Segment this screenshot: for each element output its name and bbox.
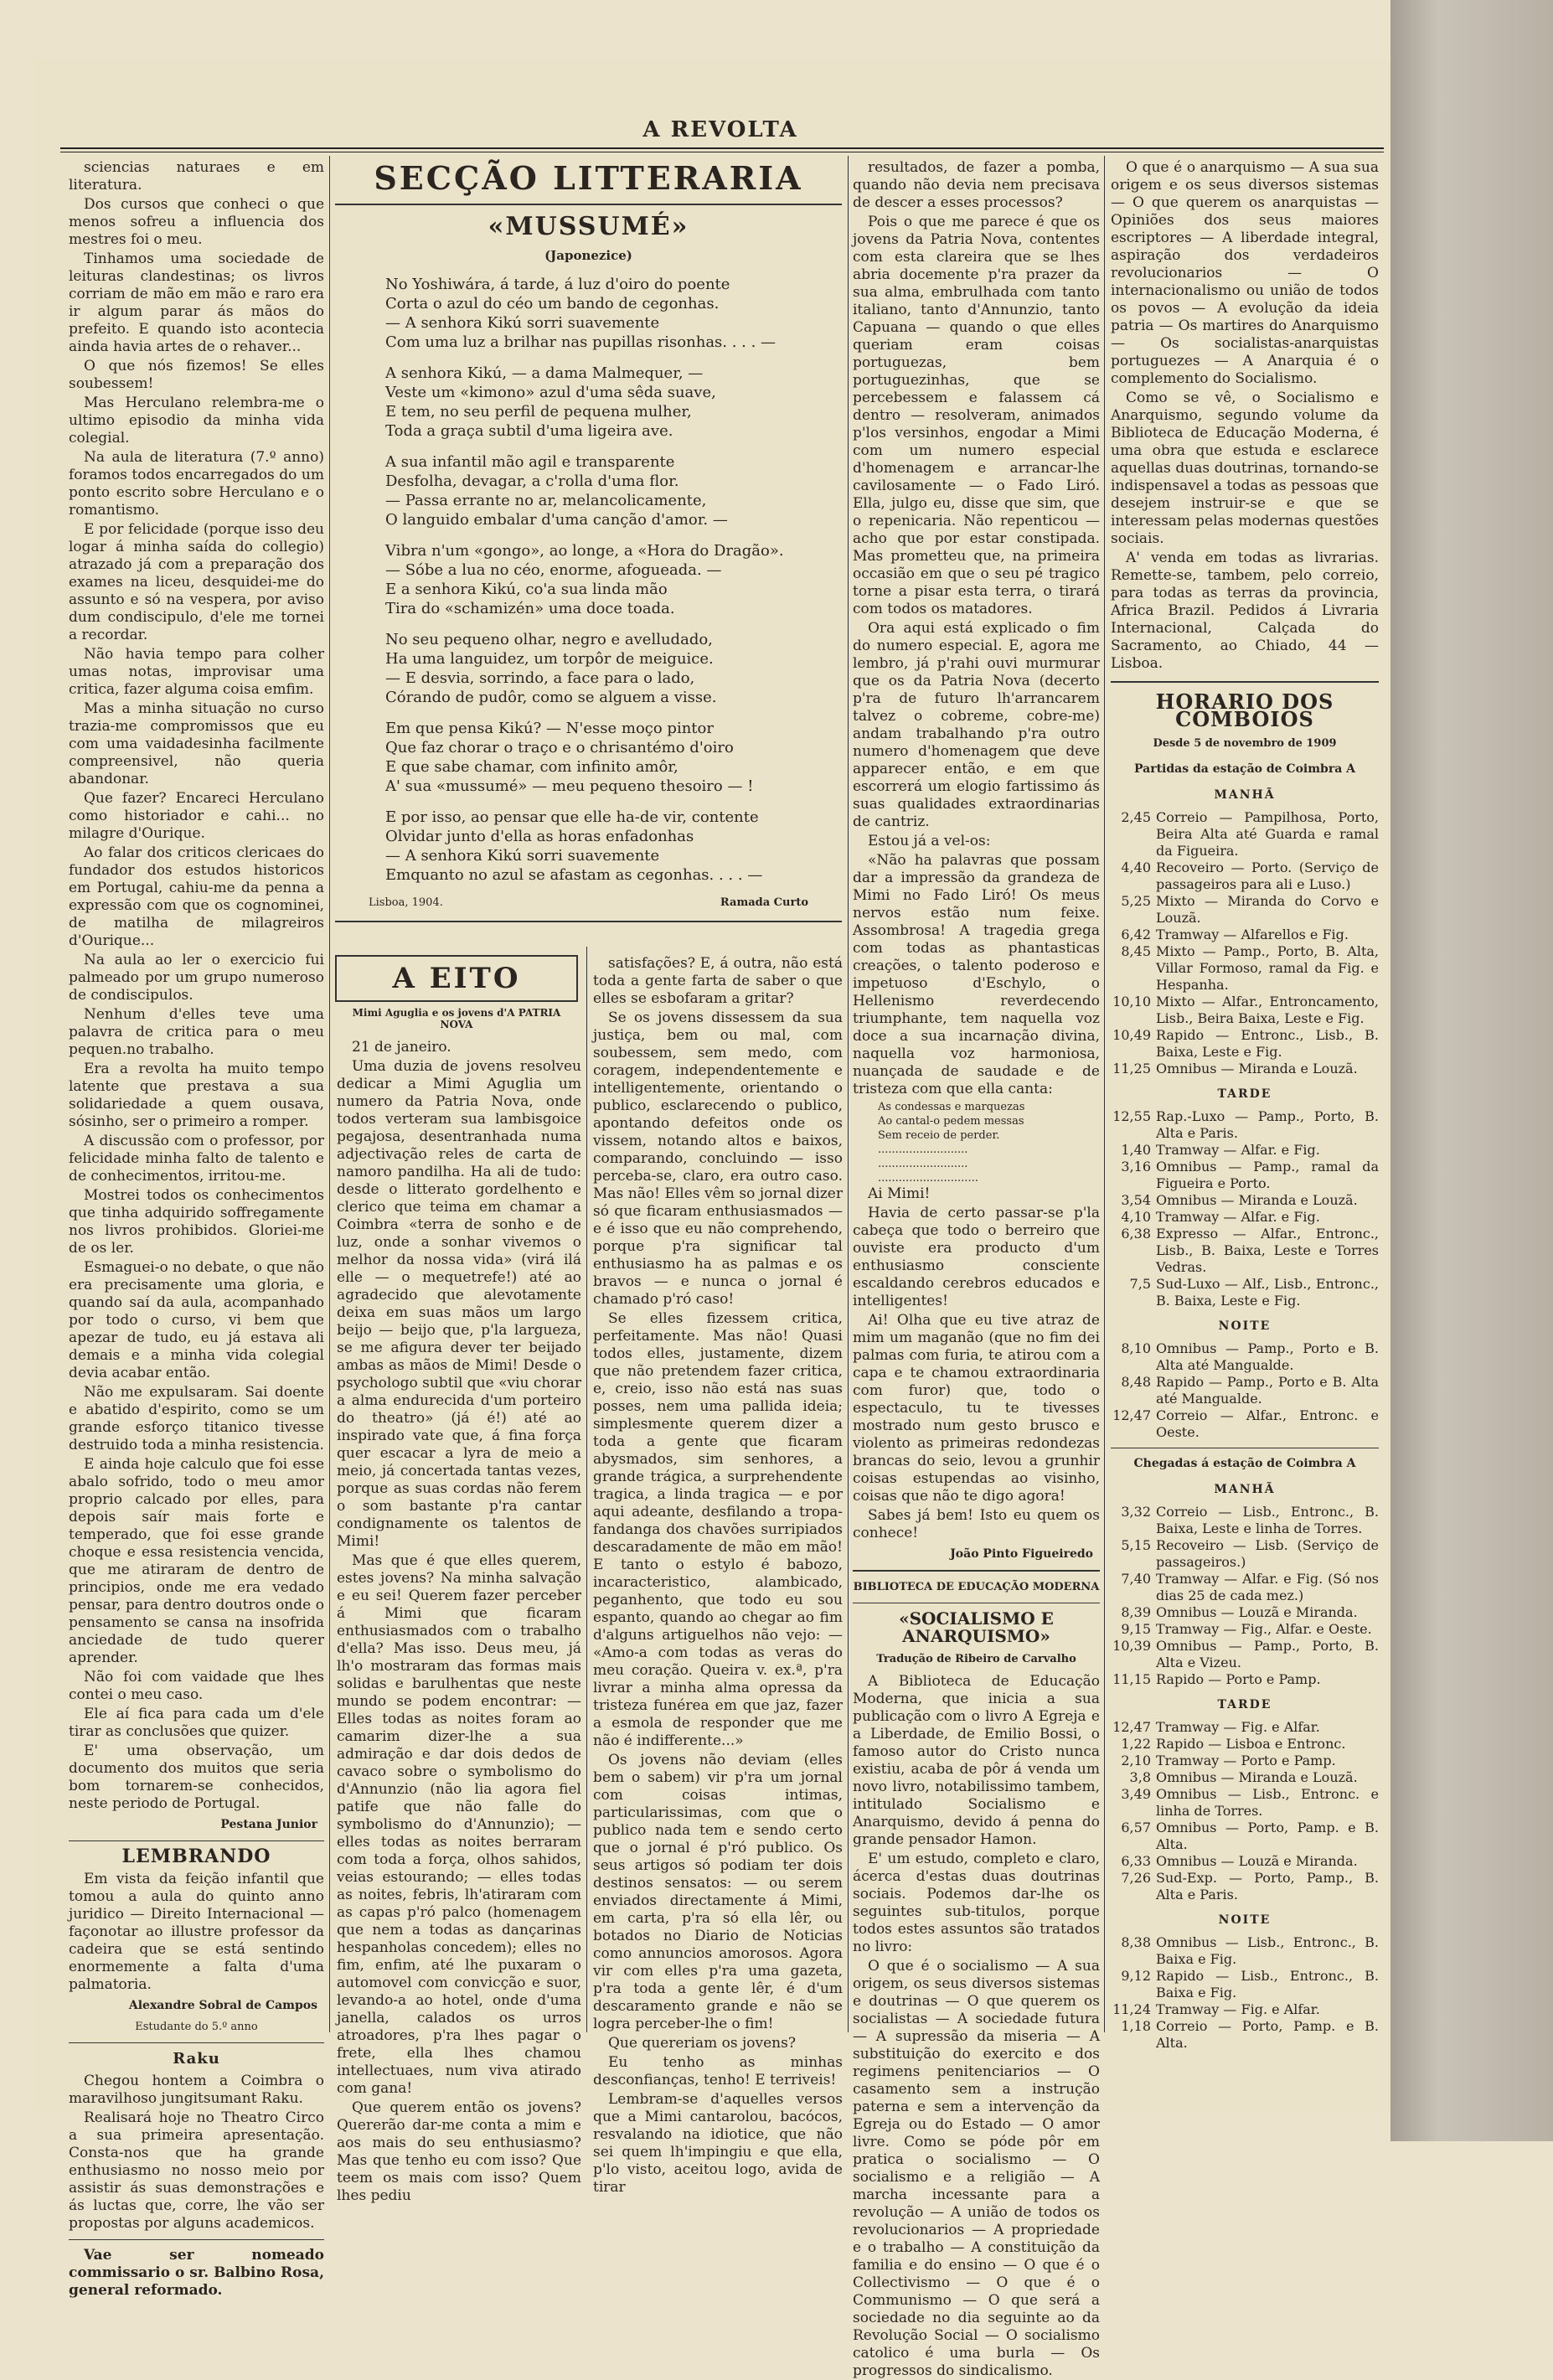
- signature: João Pinto Figueiredo: [950, 1547, 1093, 1561]
- timetable-row: [1111, 1719, 1379, 1736]
- verse-line: Sem receio de perder.: [878, 1129, 1000, 1142]
- poem-line: — A senhora Kikú sorri suavemente: [385, 847, 660, 865]
- column-rule: [586, 947, 587, 2032]
- poem-stanza: [385, 630, 842, 707]
- train-time: 1,18: [1121, 2018, 1151, 2034]
- paragraph: resultados, de fazer a pomba, quando não devia nem precisava de descer a esses processos?: [853, 159, 1100, 211]
- period-morning: MANHÃ: [1214, 788, 1276, 802]
- timetable-row: [1111, 1870, 1379, 1903]
- paragraph: satisfações? E, á outra, não está toda a gente farta de saber o que elles se esbofaram a gritar?: [593, 955, 843, 1007]
- poem-line: O languido embalar d'uma canção d'amor. —: [385, 511, 728, 529]
- timetable-row: [1111, 1340, 1379, 1374]
- train-time: 9,15: [1121, 1621, 1151, 1637]
- paragraph: Era a revolta ha muito tempo latente que prestava a sua solidariedade a quem ousava, sósinho, ser o primeiro a romper.: [69, 1061, 324, 1130]
- departures-afternoon: [1111, 1108, 1379, 1309]
- paragraph: Não foi com vaidade que lhes contei o meu caso.: [69, 1669, 324, 1703]
- timetable-row: [1111, 1820, 1379, 1853]
- train-route: Tramway — Fig., Alfar. e Oeste.: [1156, 1621, 1372, 1637]
- verse-line: As condessas e marquezas: [878, 1101, 1025, 1113]
- poem-line: No Yoshiwára, á tarde, á luz d'oiro do poente: [385, 276, 730, 293]
- timetable-row: [1111, 1934, 1379, 1968]
- book-title: «SOCIALISMO E ANARQUISMO»: [899, 1608, 1054, 1646]
- poem-line: Córando de pudôr, como se alguem a visse.: [385, 689, 717, 706]
- poem-line: Que faz chorar o traço e o chrisantémo d'oiro: [385, 739, 734, 756]
- timetable-row: [1111, 1968, 1379, 2001]
- train-route: Rapido — Lisb., Entronc., B. Baixa e Fig.: [1156, 1968, 1379, 2001]
- period-morning: MANHÃ: [1214, 1483, 1276, 1496]
- train-time: 8,48: [1121, 1374, 1151, 1390]
- paragraph: Como se vê, o Socialismo e Anarquismo, segundo volume da Biblioteca de Educação Moderna, é uma obra que estuda e esclarece aquellas duas doutrinas, tornando-se indispensavel a todas as pessoas que desejem instruir-se e que se interessam pelas modernas questões sociais.: [1111, 390, 1379, 547]
- train-route: Tramway — Alfarellos e Fig.: [1156, 927, 1349, 942]
- paragraph: E ainda hoje calculo que foi esse abalo sofrido, todo o meu amor proprio calcado por elles, para depois saír mais forte e temperado, que foi esse grande choque e essa resistencia vencida, que me atiraram de dentro de principios, onde me era vedado pensar, para dentro doutros onde o pensamento se cansa na insofrida anciedade de tudo querer aprender.: [69, 1456, 324, 1666]
- train-route: Omnibus — Louzã e Miranda.: [1156, 1853, 1358, 1869]
- news-item: Vae ser nomeado commissario o sr. Balbino Rosa, general reformado.: [69, 2247, 324, 2299]
- paragraph: Não me expulsaram. Sai doente e abatido d'espirito, como se um grande esforço titanico tivesse destruido toda a minha resistencia.: [69, 1384, 324, 1453]
- poem-line: Com uma luz a brilhar nas pupillas risonhas. . . . —: [385, 333, 776, 351]
- poem-line: Veste um «kimono» azul d'uma sêda suave,: [385, 384, 716, 401]
- paragraph: 21 de janeiro.: [352, 1039, 451, 1056]
- departures-night: [1111, 1340, 1379, 1441]
- paragraph: O que nós fizemos! Se elles soubessem!: [69, 358, 324, 392]
- paragraph: Mas Herculano relembra-me o ultimo episodio da minha vida colegial.: [69, 395, 324, 447]
- paragraph: O que é o socialismo — A sua origem, os seus diversos sistemas e doutrinas — O que querem os socialistas — A sociedade futura — A supressão da miseria — A substituição do exercito e dos regimens penitenciarios — O casamento sem a instrução paterna e sem a intervenção da Egreja ou do Estado — O amor livre. Como se póde pôr em pratica o socialismo — O socialismo e a religião — A marcha incessante para a revolução — A união de todos os revolucionarios — A propriedade e o trabalho — A constituição da familia e do ensino — O que é o Collectivismo — O que é o Communismo — O que será a sociedade no dia seguinte ao da Revolução Social — O socialismo catolico é uma burla — Os progressos do sindicalismo.: [853, 1958, 1100, 2379]
- column-4-text: [1111, 159, 1379, 673]
- poem-line: Vibra n'um «gongo», ao longe, a «Hora do Dragão».: [385, 542, 784, 560]
- arrivals-night: [1111, 1934, 1379, 2052]
- paragraph: Eu tenho as minhas desconfianças, tenho! E terriveis!: [593, 2054, 843, 2088]
- paragraph: sciencias naturaes e em literatura.: [69, 159, 324, 194]
- paragraph: Que fazer? Encareci Herculano como historiador e cahi... no milagre d'Ourique.: [69, 790, 324, 842]
- article-text: [69, 2073, 324, 2233]
- train-route: Rapido — Pamp., Porto e B. Alta até Mangualde.: [1156, 1374, 1379, 1407]
- timetable-row: [1111, 1736, 1379, 1753]
- poem-line: — Passa errante no ar, melancolicamente,: [385, 492, 707, 509]
- train-route: Omnibus — Pamp., ramal da Figueira e Porto.: [1156, 1159, 1379, 1191]
- train-route: Mixto — Miranda do Corvo e Louzã.: [1156, 893, 1379, 926]
- paragraph: Tinhamos uma sociedade de leituras clandestinas; os livros corriam de mão em mão e raro era ir algum parar ás mãos do prefeito. E quando isto acontecia ainda havia artes de o rehaver...: [69, 250, 324, 355]
- paragraph: Nenhum d'elles teve uma palavra de critica para o meu pequen.no trabalho.: [69, 1006, 324, 1058]
- paragraph: O que é o anarquismo — A sua sua origem e os seus diversos sistemas — O que querem os anarquistas — Opiniões dos seus maiores escriptores — A liberdade integral, aspiração dos verdadeiros revolucionarios — O internacionalismo ou união de todos os povos — A evolução da ideia patria — Os martires do Anarquismo — Os socialistas-anarquistas portuguezes — A Anarquia é o complemento do Socialismo.: [1111, 159, 1379, 387]
- poem-line: A' sua «mussumé» — meu pequeno thesoiro — !: [385, 777, 754, 795]
- train-route: Omnibus — Pamp., Porto e B. Alta até Mangualde.: [1156, 1340, 1379, 1373]
- train-time: 6,33: [1121, 1853, 1151, 1869]
- period-afternoon: TARDE: [1217, 1698, 1272, 1711]
- verse-line: .............................: [878, 1172, 978, 1185]
- paragraph: Que quereriam os jovens?: [608, 2035, 796, 2052]
- train-time: 7,5: [1129, 1276, 1151, 1292]
- poem-stanza: [385, 275, 842, 352]
- departures-title: Partidas da estação de Coimbra A: [1133, 762, 1356, 776]
- train-time: 6,38: [1121, 1226, 1151, 1242]
- poem-line: Ha uma languidez, um torpôr de meiguice.: [385, 650, 714, 668]
- paragraph: Se elles fizessem critica, perfeitamente. Mas não! Quasi todos elles, justamente, dizem que não pretendem fazer critica, e, creio, isso não está nas suas posses, nem uma pallida ideia; simplesmente querem dizer a toda a gente que ficaram abysmados, sim senhores, a grande trágica, a surprehendente tragica, a linda tragica — e por aqui adeante, desfilando a tropa-fandanga dos chavões surripiados descaradamente de mão em mão! E tanto o estylo é babozo, incaracteristico, alambicado, peganhento, que todo eu sou espanto, quando ao chegar ao fim d'alguns artiguelhos não vejo: — «Amo-a com todas as veras do meu coração. Queira v. ex.ª, p'ra livrar a minha alma opressa da tristeza funérea em que jaz, fazer a esmola de responder que me não é indifferente...»: [593, 1310, 843, 1749]
- train-time: 1,22: [1121, 1736, 1151, 1752]
- train-time: 7,40: [1121, 1571, 1151, 1587]
- train-route: Mixto — Pamp., Porto, B. Alta, Villar Formoso, ramal da Fig. e Hespanha.: [1156, 943, 1379, 993]
- arrivals-afternoon: [1111, 1719, 1379, 1903]
- train-time: 8,39: [1121, 1604, 1151, 1620]
- poem-line: No seu pequeno olhar, negro e avelludado,: [385, 631, 713, 648]
- poem-stanza: [385, 541, 842, 618]
- train-time: 11,25: [1112, 1061, 1151, 1076]
- a-eito-right-text: [593, 955, 843, 2196]
- paragraph: Ai! Olha que eu tive atraz de mim um maganão (que no fim dei palmas com furia, te atirou com a capa e te chamou extraordinaria com furor) que, todo o espectaculo, tu te tivesses mostrado num gesto brusco e violento as primeiras redondezas brancas do seio, levou a grunhir coisas estupendas ao visinho, coisas que não te digo agora!: [853, 1312, 1100, 1505]
- article-title: LEMBRANDO: [121, 1846, 271, 1867]
- timetable-row: [1111, 1374, 1379, 1407]
- paragraph: Ele aí fica para cada um d'ele tirar as conclusões que quizer.: [69, 1706, 324, 1740]
- train-route: Tramway — Alfar. e Fig.: [1156, 1142, 1320, 1158]
- article-subtitle: Mimi Aguglia e os jovens d'A PATRIA NOVA: [352, 1007, 561, 1030]
- paragraph: Dos cursos que conheci o que menos sofreu a influencia dos mestres foi o meu.: [69, 196, 324, 248]
- column-rule: [329, 156, 330, 2032]
- train-route: Omnibus — Porto, Pamp. e B. Alta.: [1156, 1820, 1379, 1852]
- signature: Pestana Junior: [220, 1818, 317, 1831]
- train-time: 6,42: [1121, 927, 1151, 942]
- train-route: Omnibus — Miranda e Louzã.: [1156, 1769, 1358, 1785]
- paragraph: Que querem então os jovens? Quererão dar-me conta a mim e aos mais do seu enthusiasmo? Mas que tenho eu com isso? Que teem os mais com isso? Quem lhes pediu: [337, 2099, 581, 2204]
- article-title: Raku: [173, 2050, 220, 2068]
- timetable-row: [1111, 1209, 1379, 1226]
- poem-line: A sua infantil mão agil e transparente: [385, 453, 675, 471]
- train-route: Correio — Porto, Pamp. e B. Alta.: [1156, 2018, 1379, 2051]
- paragraph: Uma duzia de jovens resolveu dedicar a Mimi Aguglia um numero da Patria Nova, onde todos verteram sua lambisgoice pegajosa, desentranhada numa adjectivação reles de carta de namoro pandilha. Ha ali de tudo: desde o litterato gordelhento e clerico que teima em chamar a Coimbra «terra de sonho e de luz, onde a sonhar vivemos o melhor da nossa vida» (virá ilá elle — o mequetrefe!) até ao agradecido que alevotamente deixa em suas mãos um largo beijo — beijo que, p'la largueza, se me afigura dever ter beijado ambas as mãos de Mimi! Desde o psychologo subtil que «viu chorar a alma endurecida d'um porteiro do theatro» (já é!) até ao inspirado vate que, á fina força quer escacar a lyra de meio a meio, já concertada tantas vezes, porque as suas cordas não ferem o som bastante p'ra cantar condignamente os talentos de Mimi!: [337, 1058, 581, 1550]
- train-time: 4,10: [1121, 1209, 1151, 1225]
- train-route: Expresso — Alfar., Entronc., Lisb., B. Baixa, Leste e Torres Vedras.: [1156, 1226, 1379, 1275]
- timetable-row: [1111, 1407, 1379, 1441]
- timetable-row: [1111, 1604, 1379, 1621]
- top-rule: [60, 147, 1384, 149]
- paragraph: A' venda em todas as livrarias. Remette-se, tambem, pelo correio, para todas as terras da provincia, Africa Brazil. Pedidos á Livraria Internacional, Calçada do Sacramento, ao Chiado, 44 — Lisboa.: [1111, 550, 1379, 672]
- paragraph: E por felicidade (porque isso deu logar á minha saída do collegio) atrazado já com a preparação dos exames na liceu, desquidei-me do assunto e só na vespera, por aviso dum condiscipulo, d'ele me tornei a recordar.: [69, 521, 324, 643]
- timetable-row: [1111, 2018, 1379, 2052]
- signature-subtitle: Estudante do 5.º anno: [135, 2021, 258, 2033]
- train-time: 11,15: [1112, 1671, 1151, 1687]
- page-edge: [1390, 0, 1553, 2141]
- train-time: 10,49: [1112, 1027, 1151, 1043]
- train-time: 9,12: [1121, 1968, 1151, 1984]
- poem-line: Toda a graça subtil d'uma ligeira ave.: [385, 422, 673, 440]
- a-eito-left-text: [337, 1039, 581, 2204]
- period-afternoon: TARDE: [1217, 1087, 1272, 1101]
- train-route: Omnibus — Miranda e Louzã.: [1156, 1061, 1358, 1076]
- paragraph: Os jovens não deviam (elles bem o sabem) vir p'ra um jornal com coisas intimas, particularissimas, com que o publico nada tem e sendo certo que o jornal é p'ró publico. Os seus artigos só podiam ter dois destinos sensatos: — ou serem enviados directamente á Mimi, em carta, p'ra só ella lêr, ou botados no Diario de Noticias como annuncios amorosos. Agora vir com elles p'ra uma gazeta, p'ra toda a gente lêr, é d'um descaramento grande e não se logra perceber-lhe o fim!: [593, 1752, 843, 2032]
- train-route: Tramway — Alfar. e Fig. (Só nos dias 25 de cada mez.): [1156, 1571, 1379, 1603]
- divider: [69, 2042, 324, 2043]
- paragraph: Lembram-se d'aquelles versos que a Mimi cantarolou, bacócos, resvalando na idiotice, que não sei quem lh'impingiu e que ella, p'lo visto, aceitou logo, avida de tirar: [593, 2091, 843, 2196]
- divider: [69, 1840, 324, 1841]
- paragraph: Ora aqui está explicado o fim do numero especial. E, agora me lembro, já p'rahi ouvi murmurar que os da Patria Nova (decerto p'ra de futuro lh'arrancarem talvez o cobreme, cobre-me) andam trabalhando p'ra outro numero d'homenagem que deve apparecer então, e em que escorrerá um elogio fartissimo ás suas qualidades extraordinarias de cantriz.: [853, 620, 1100, 830]
- timetable-row: [1111, 1504, 1379, 1537]
- train-route: Omnibus — Louzã e Miranda.: [1156, 1604, 1358, 1620]
- paragraph: A Biblioteca de Educação Moderna, que inicia a sua publicação com o livro A Egreja e a Liberdade, de Emilio Bossi, o famoso autor do Cristo nunca existiu, acaba de pôr á venda um novo livro, notabilissimo tambem, intitulado Socialismo e Anarquismo, devido á penna do grande pensador Hamon.: [853, 1673, 1100, 1848]
- train-route: Mixto — Alfar., Entroncamento, Lisb., Beira Baixa, Leste e Fig.: [1156, 994, 1379, 1026]
- article-title: A EITO: [335, 955, 578, 1002]
- column-1-text: [69, 159, 324, 1813]
- poem-subtitle: (Japonezice): [544, 248, 632, 263]
- verse-line: Ao cantal-o pedem messas: [878, 1115, 1024, 1128]
- train-route: Rapido — Entronc., Lisb., B. Baixa, Leste e Fig.: [1156, 1027, 1379, 1060]
- timetable-row: [1111, 994, 1379, 1027]
- article-text: Em vista da feição infantil que tomou a aula do quinto anno juridico — Direito Internacional — façonotar ao illustre professor da cadeira que se está sentindo enormemente a falta d'uma palmatoria.: [69, 1871, 324, 1993]
- poem-line: Desfolha, devagar, a c'rolla d'uma flor.: [385, 472, 679, 490]
- divider: [335, 204, 842, 205]
- poem-stanza: [385, 364, 842, 441]
- poem-line: Olvidar junto d'ella as horas enfadonhas: [385, 828, 694, 845]
- timetable-row: [1111, 1786, 1379, 1820]
- column-4: [1111, 159, 1379, 2051]
- poem-line: E por isso, ao pensar que elle ha-de vir, contente: [385, 808, 759, 826]
- column-3-text-continued: [853, 1185, 1100, 1542]
- departures-morning: [1111, 809, 1379, 1077]
- timetable-row: [1111, 1769, 1379, 1786]
- timetable-row: [1111, 1159, 1379, 1192]
- train-time: 5,25: [1121, 893, 1151, 909]
- column-3: [853, 159, 1100, 2379]
- poem-line: Em que pensa Kikú? — N'esse moço pintor: [385, 720, 714, 737]
- paragraph: E' uma observação, um documento dos muitos que seria bom tornarem-se conhecidos, neste periodo de Portugal.: [69, 1742, 324, 1812]
- train-time: 12,55: [1112, 1108, 1151, 1124]
- literary-section: [335, 159, 842, 929]
- section-heading: BIBLIOTECA DE EDUCAÇÃO MODERNA: [853, 1581, 1100, 1593]
- column-3-text: [853, 159, 1100, 1098]
- poem: [385, 275, 842, 885]
- paragraph: Estou já a vel-os:: [868, 833, 991, 849]
- timetable-row: [1111, 1192, 1379, 1209]
- poem-line: Emquanto no azul se afastam as cegonhas. . . . —: [385, 866, 763, 884]
- poem-line: A senhora Kikú, — a dama Malmequer, —: [385, 364, 704, 382]
- timetable-row: [1111, 1671, 1379, 1688]
- paragraph: Mas que é que elles querem, estes jovens? Na minha salvação e eu sei! Querem fazer perceber á Mimi que ficaram enthusiasmados com o trabalho d'ella? Mas isso. Deus meu, já lh'o mostraram das formas mais solidas e barulhentas que neste mundo se podem encontrar: — Elles todas as noites foram ao camarim dizer-lhe a sua admiração e dar dois dedos de cavaco sobre o symbolismo do d'Annunzio (não lia agora fiel patife que não falle do symbolismo do d'Annunzio); — elles todas as noites berraram com toda a força, olhos sahidos, veias estourando; — elles todas as noites, febris, lh'atiraram com as capas p'ró palco (homenagem que nem a todas as dançarinas hespanholas concedem); elles no fim, enfim, até lhe puxaram o automovel com convicção e suor, levando-a ao hotel, onde d'uma janella, calados os urros atroadores, p'ra lhes pagar o frete, ella lhes chamou intellectuaes, num viva atirado com gana!: [337, 1552, 581, 2097]
- column-rule: [1104, 156, 1105, 2032]
- train-time: 12,47: [1112, 1719, 1151, 1735]
- paragraph: A discussão com o professor, por felicidade minha falto de talento e de conhecimentos, irritou-me.: [69, 1133, 324, 1185]
- poem-line: Tira do «schamizén» uma doce toada.: [385, 600, 675, 617]
- paragraph: Ai Mimi!: [868, 1185, 931, 1202]
- divider: [1111, 681, 1379, 683]
- train-route: Tramway — Fig. e Alfar.: [1156, 1719, 1320, 1735]
- verse-line: ..........................: [878, 1144, 968, 1156]
- period-night: NOITE: [1218, 1913, 1272, 1927]
- train-route: Tramway — Fig. e Alfar.: [1156, 2001, 1320, 2017]
- poem-stanza: [385, 719, 842, 796]
- translator-credit: Tradução de Ribeiro de Carvalho: [876, 1653, 1076, 1665]
- train-time: 10,39: [1112, 1638, 1151, 1654]
- paragraph: Ao falar dos criticos clericaes do fundador dos estudos historicos em Portugal, cahiu-me da penna a expressão com que os cognominei, de matilha de milagreiros d'Ourique...: [69, 844, 324, 949]
- timetable-subtitle: Desde 5 de novembro de 1909: [1153, 737, 1337, 750]
- train-route: Omnibus — Pamp., Porto, B. Alta e Vizeu.: [1156, 1638, 1379, 1670]
- divider: [69, 2239, 324, 2240]
- paragraph: Chegou hontem a Coimbra o maravilhoso jungitsumant Raku.: [69, 2073, 324, 2107]
- poem-line: — A senhora Kikú sorri suavemente: [385, 314, 660, 332]
- train-route: Recoveiro — Porto. (Serviço de passageiros para ali e Luso.): [1156, 860, 1379, 892]
- paragraph: Havia de certo passar-se p'la cabeça que todo o berreiro que ouviste era producto d'um enthusiasmo consciente escaldando cerebros educados e intelligentes!: [853, 1205, 1100, 1309]
- train-time: 5,15: [1121, 1537, 1151, 1553]
- paragraph: «Não ha palavras que possam dar a impressão da grandeza de Mimi no Fado Liró! Os meus nervos estão num feixe. Assombrosa! A tragedia grega com todas as phantasticas creações, o talento poderoso e impetuoso d'Eschylo, o Hellenismo reverdecendo triumphante, tem naquella voz doce a sua incarnação divina, naquella voz harmoniosa, nuançada de saudade e de tristeza com que ella canta:: [853, 852, 1100, 1097]
- verse-line: ..........................: [878, 1158, 968, 1170]
- train-route: Correio — Pampilhosa, Porto, Beira Alta até Guarda e ramal da Figueira.: [1156, 809, 1379, 859]
- train-time: 8,10: [1121, 1340, 1151, 1356]
- train-time: 12,47: [1112, 1407, 1151, 1423]
- column-1: [69, 159, 324, 2299]
- poem-stanza: [385, 808, 842, 885]
- train-route: Correio — Alfar., Entronc. e Oeste.: [1156, 1407, 1379, 1440]
- paragraph: Esmaguei-o no debate, o que não era precisamente uma gloria, e quando saí da aula, acompanhado por todo o curso, vi bem que apezar de tudo, eu já estava ali demais e a minha vida colegial devia acabar então.: [69, 1259, 324, 1381]
- train-route: Tramway — Porto e Pamp.: [1156, 1753, 1336, 1768]
- timetable-row: [1111, 1276, 1379, 1309]
- timetable-row: [1111, 2001, 1379, 2018]
- timetable-row: [1111, 860, 1379, 893]
- train-time: 8,38: [1121, 1934, 1151, 1950]
- timetable-row: [1111, 1537, 1379, 1571]
- train-time: 3,16: [1121, 1159, 1151, 1175]
- timetable-row: [1111, 943, 1379, 994]
- poem-line: E que sabe chamar, com infinito amôr,: [385, 758, 678, 776]
- paragraph: Realisará hoje no Theatro Circo a sua primeira apresentação. Consta-nos que ha grande enthusiasmo no nosso meio por assistir ás suas demonstrações e ás luctas que, corre, lhe vão ser propostas por alguns academicos.: [69, 2109, 324, 2232]
- train-route: Tramway — Alfar. e Fig.: [1156, 1209, 1320, 1225]
- divider: [335, 921, 842, 922]
- train-time: 2,45: [1121, 809, 1151, 825]
- train-time: 3,54: [1121, 1192, 1151, 1208]
- timetable-row: [1111, 1226, 1379, 1276]
- timetable-title: HORARIO DOS COMBOIOS: [1155, 689, 1334, 731]
- timetable-row: [1111, 1853, 1379, 1870]
- masthead: A REVOLTA: [642, 117, 798, 142]
- poem-line: Corta o azul do céo um bando de cegonhas.: [385, 295, 720, 312]
- train-route: Rapido — Lisboa e Entronc.: [1156, 1736, 1346, 1752]
- train-time: 3,32: [1121, 1504, 1151, 1520]
- divider: [853, 1570, 1100, 1572]
- train-route: Omnibus — Lisb., Entronc. e linha de Torres.: [1156, 1786, 1379, 1819]
- train-route: Rap.-Luxo — Pamp., Porto, B. Alta e Paris.: [1156, 1108, 1379, 1141]
- poem-stanza: [385, 452, 842, 529]
- arrivals-morning: [1111, 1504, 1379, 1688]
- paragraph: E' um estudo, completo e claro, ácerca d'estas duas doutrinas sociais. Podemos dar-lhe os seguintes sub-titulos, porque todos estes assuntos são tratados no livro:: [853, 1851, 1100, 1955]
- train-route: Recoveiro — Lisb. (Serviço de passageiros.): [1156, 1537, 1379, 1570]
- train-route: Rapido — Porto e Pamp.: [1156, 1671, 1321, 1687]
- poem-place-date: Lisboa, 1904.: [369, 896, 443, 909]
- train-time: 8,45: [1121, 943, 1151, 959]
- poem-title: «MUSSUMÉ»: [488, 212, 689, 241]
- poem-line: E tem, no seu perfil de pequena mulher,: [385, 403, 692, 421]
- train-route: Correio — Lisb., Entronc., B. Baixa, Leste e linha de Torres.: [1156, 1504, 1379, 1536]
- train-route: Sud-Exp. — Porto, Pamp., B. Alta e Paris.: [1156, 1870, 1379, 1902]
- paragraph: Não havia tempo para colher umas notas, improvisar uma critica, fazer alguma coisa emfim.: [69, 646, 324, 698]
- period-night: NOITE: [1218, 1319, 1272, 1333]
- paragraph: Na aula ao ler o exercicio fui palmeado por um grupo numeroso de condiscipulos.: [69, 952, 324, 1004]
- train-time: 3,8: [1129, 1769, 1151, 1785]
- paragraph: Na aula de literatura (7.º anno) foramos todos encarregados do um ponto escrito sobre Herculano e o romantismo.: [69, 449, 324, 519]
- paragraph: Mas a minha situação no curso trazia-me compromissos que eu com uma vaidadesinha facilmente compreensivel, não queria abandonar.: [69, 700, 324, 787]
- timetable-row: [1111, 1142, 1379, 1159]
- paragraph: Pois o que me parece é que os jovens da Patria Nova, contentes com esta clareira que se lhes abria docemente p'ra prazer da sua alma, embrulhada com tanto italiano, tanto d'Annunzio, tanto Capuana — quando o que elles queriam eram coisas portuguezas, bem portuguezinhas, que se percebessem e falassem cá dentro — resolveram, animados p'los versinhos, engodar a Mimi com um numero especial d'homenagem e arrancar-lhe cavilosamente — o Fado Liró. Ella, julgo eu, disse que sim, que o repenicaria. Não repenticou — acho que por estar constipada. Mas prometteu que, na primeira occasião em que o seu pé tragico torne a pisar esta terra, o tirará com todos os matadores.: [853, 214, 1100, 617]
- poet-name: Ramada Curto: [720, 896, 808, 909]
- timetable-row: [1111, 809, 1379, 860]
- train-route: Omnibus — Miranda e Louzã.: [1156, 1192, 1358, 1208]
- quoted-verse: [878, 1100, 1100, 1185]
- timetable-row: [1111, 1621, 1379, 1638]
- signature: Alexandre Sobral de Campos: [128, 1999, 317, 2012]
- column-rule: [848, 156, 849, 2032]
- section-title: SECÇÃO LITTERARIA: [374, 159, 803, 197]
- train-time: 3,49: [1121, 1786, 1151, 1802]
- timetable-row: [1111, 893, 1379, 927]
- timetable-row: [1111, 1108, 1379, 1142]
- train-time: 1,40: [1121, 1142, 1151, 1158]
- train-route: Omnibus — Lisb., Entronc., B. Baixa e Fig.: [1156, 1934, 1379, 1967]
- book-review-text: [853, 1673, 1100, 2380]
- paragraph: Mostrei todos os conhecimentos que tinha adquirido soffregamente nos livros prohibidos. Gloriei-me de os ler.: [69, 1187, 324, 1257]
- timetable-row: [1111, 1753, 1379, 1769]
- train-time: 11,24: [1112, 2001, 1151, 2017]
- arrivals-title: Chegadas á estação de Coimbra A: [1133, 1457, 1356, 1470]
- timetable-row: [1111, 1571, 1379, 1604]
- timetable-row: [1111, 927, 1379, 943]
- poem-line: — Sóbe a lua no céo, enorme, afogueada. —: [385, 561, 722, 579]
- timetable-row: [1111, 1638, 1379, 1671]
- paragraph: Sabes já bem! Isto eu quem os conhece!: [853, 1507, 1100, 1541]
- poem-line: — E desvia, sorrindo, a face para o lado,: [385, 669, 695, 687]
- train-time: 4,40: [1121, 860, 1151, 875]
- train-time: 6,57: [1121, 1820, 1151, 1835]
- train-route: Sud-Luxo — Alf., Lisb., Entronc., B. Baixa, Leste e Fig.: [1156, 1276, 1379, 1309]
- train-time: 10,10: [1112, 994, 1151, 1009]
- train-time: 7,26: [1121, 1870, 1151, 1886]
- timetable-row: [1111, 1061, 1379, 1077]
- timetable-row: [1111, 1027, 1379, 1061]
- paragraph: Se os jovens dissessem da sua justiça, bem ou mal, com soubessem, sem medo, com coragem, independentemente e intelligentemente, orientando o publico, esclarecendo o publico, apontando defeitos onde os vissem, notando altos e baixos, comparando, concluindo — isso perceba-se, claro, era outro caso. Mas não! Elles vêm so jornal dizer só que ficaram enthusiasmados — e é isso que eu não comprehendo, porque p'ra significar tal enthusiasmo ha as palmas e os bravos — e nunca o jornal é chamado p'ró caso!: [593, 1009, 843, 1308]
- poem-line: E a senhora Kikú, co'a sua linda mão: [385, 581, 668, 598]
- train-time: 2,10: [1121, 1753, 1151, 1768]
